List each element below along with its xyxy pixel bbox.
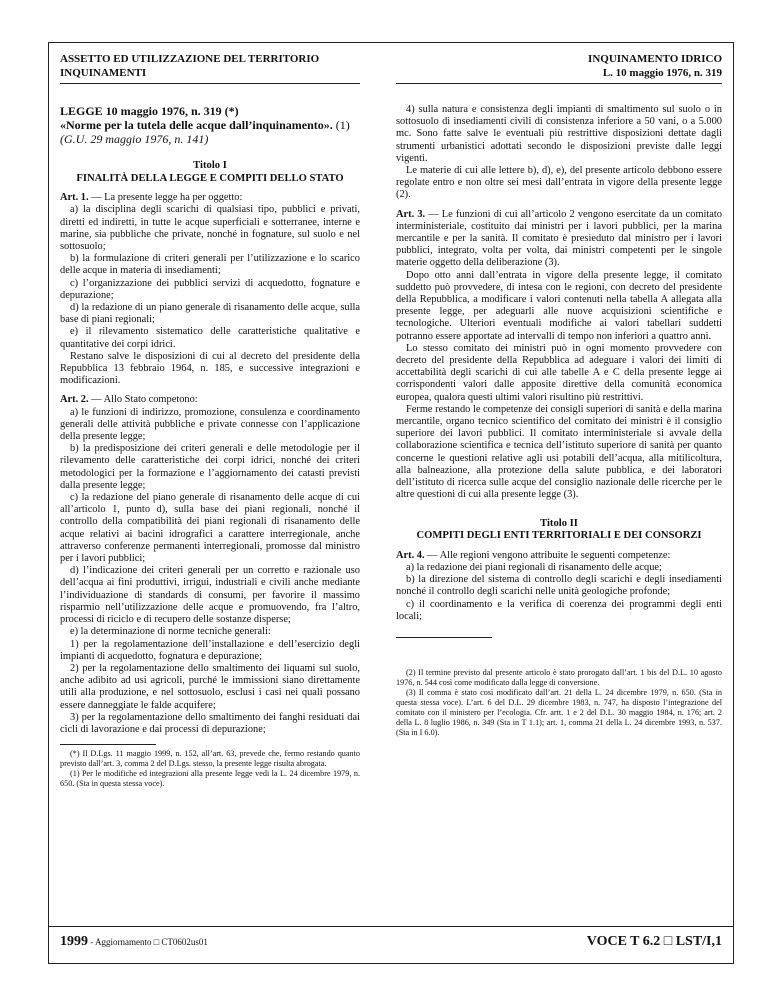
article-item: c) la redazione del piano generale di risanamento delle acque di cui all’articolo 1, punto d), sulla base dei piani regionali, nonché il controllo della compatibilità dei piani regionali di risanamento delle acque relativi ai bacini idrografici a carattere interregionale, anche attraverso conferenze permanenti interregionali, promosse dal ministro per i lavori pubblici; [60, 492, 360, 565]
article-item: 1) per la regolamentazione dell’installazione e dell’esercizio degli impianti di acquedotto, fognatura e depurazione; [60, 638, 360, 662]
article-item: b) la formulazione di criteri generali per l’utilizzazione e lo scarico delle acque in materia di insediamenti; [60, 253, 360, 277]
article-item: e) il rilevamento sistematico delle caratteristiche qualitative e quantitative dei corpi idrici. [60, 326, 360, 350]
article-item: Restano salve le disposizioni di cui al decreto del presidente della Repubblica 13 febbraio 1964, n. 185, e successive integrazioni e modificazioni. [60, 350, 360, 387]
article-item: 3) per la regolamentazione dello smaltimento dei fanghi residuati dai cicli di lavorazione e dai processi di depurazione; [60, 711, 360, 735]
footnote-rule [396, 637, 492, 638]
titolo-title: FINALITÀ DELLA LEGGE E COMPITI DELLO STATO [76, 172, 344, 184]
law-subtitle-note: (1) [332, 118, 350, 132]
header-left [60, 52, 360, 80]
article-1 [60, 192, 360, 387]
article-lead: — La presente legge ha per oggetto: [88, 192, 243, 204]
footer-voice: VOCE T 6.2 □ LST/I,1 [586, 934, 722, 949]
article-2 [60, 394, 360, 736]
header-subsection: INQUINAMENTI [60, 67, 147, 79]
footnote: (2) Il termine previsto dal presente articolo è stato prorogato dall’art. 1 bis del D.L. 10 agosto 1976, n. 544 così come modificato dalla legge di conversione. [396, 667, 722, 687]
left-column [60, 104, 360, 789]
footnotes-right [396, 668, 722, 738]
article-paragraph: Ferme restando le competenze dei consigli superiori di sanità e della marina mercantile, organo tecnico scientifico del comitato dei ministri è il consiglio superiore dei lavori pubblici. Il comitato interministeriale si avvale della collaborazione scientifica e tecnica dell’istituto superiore di sanità per quanto concerne le questioni relative agli usi potabili dell’acqua, alla mitilicoltura, alla balneazione, alla protezione della salute pubblica, e dei laboratori dell’istituto di ricerca sulle acque del consiglio nazionale delle ricerche per le altre questioni di cui alla presente legge (3). [396, 403, 722, 501]
header-right [422, 52, 722, 80]
article-item: c) il coordinamento e la verifica di coerenza dei programmi degli enti locali; [396, 598, 722, 622]
header-law-ref: L. 10 maggio 1976, n. 319 [602, 67, 722, 79]
footnote-rule [60, 744, 156, 745]
article-head: Art. 1. [60, 192, 89, 204]
article-4 [396, 550, 722, 623]
titolo-number: Titolo II [540, 517, 578, 529]
gazette-ref: (G.U. 29 maggio 1976, n. 141) [60, 132, 209, 146]
article-paragraph: Dopo otto anni dall’entrata in vigore della presente legge, il comitato suddetto può provvedere, di intesa con le regioni, con decreto del presidente della Repubblica, a modificare i valori contenuti nella tabella A allegata alla presente legge, per adeguarli alle nuove acquisizioni scientifiche e tecnologiche. Ulteriori eventuali modifiche ai valori tabellari suddetti potranno essere apportate ad intervalli di tempo non inferiori a quattro anni. [396, 269, 722, 342]
article-item: a) la redazione dei piani regionali di risanamento delle acque; [406, 561, 662, 573]
article-item: c) l’organizzazione dei pubblici servizi di acquedotto, fognature e depurazione; [60, 277, 360, 301]
article-item: a) le funzioni di indirizzo, promozione, consulenza e coordinamento generali delle attività pubbliche e private connesse con l’applicazione della presente legge; [60, 406, 360, 443]
article-item: b) la direzione del sistema di controllo degli scarichi e degli insediamenti nonché il controllo degli scarichi nelle unità geologiche profonde; [396, 574, 722, 598]
titolo-heading [60, 160, 360, 185]
footer-update: - Aggiornamento □ CT0602us01 [88, 937, 208, 947]
titolo-number: Titolo I [193, 160, 227, 171]
article-item: e) la determinazione di norme tecniche generali: [70, 626, 271, 638]
footer-rule [48, 926, 734, 927]
article-item: b) la predisposizione dei criteri generali e delle metodologie per il rilevamento delle caratteristiche dei corpi idrici, nonché dei criteri metodologici per la formazione e l’aggiornamento dei catasti previsti dalla presente legge; [60, 443, 360, 491]
header-section: ASSETTO ED UTILIZZAZIONE DEL TERRITORIO [60, 53, 320, 65]
article-2-continued [396, 104, 722, 202]
titolo-title: COMPITI DEGLI ENTI TERRITORIALI E DEI CONSORZI [416, 530, 702, 542]
page-header [60, 52, 722, 86]
footnotes-left [60, 749, 360, 789]
article-item: a) la disciplina degli scarichi di qualsiasi tipo, pubblici e privati, diretti ed indiretti, in tutte le acque superficiali e sotterranee, interne e marine, sia pubbliche che private, nonché in fognature, sul suolo e nel sottosuolo; [60, 204, 360, 252]
law-subtitle [60, 118, 360, 132]
article-lead: — Allo Stato competono: [88, 394, 198, 406]
footer-year: 1999 [60, 934, 88, 949]
law-subtitle-text: «Norme per la tutela delle acque dall’inquinamento». [60, 118, 333, 132]
titolo-heading [396, 518, 722, 543]
law-title: LEGGE 10 maggio 1976, n. 319 (*) [60, 104, 239, 118]
article-3 [396, 209, 722, 502]
article-item: d) l’indicazione dei criteri generali per un corretto e razionale uso dell’acqua ai fini produttivi, irrigui, industriali e civili anche mediante l’individuazione di standards di consumi, per favorire il massimo risparmio nell’utilizzazione delle acque e promuovendo, fra l’altro, processi di riciclo e di recupero delle sostanze disperse; [60, 565, 360, 626]
article-head: Art. 4. [396, 549, 425, 561]
header-rule-left [60, 83, 360, 84]
article-item: 4) sulla natura e consistenza degli impianti di smaltimento sul suolo o in sottosuolo di insediamenti civili di consistenza inferiore a 50 vani, o a 5.000 mc. Sono fatte salve le eventuali più restrittive disposizioni dettate dagli strumenti urbanistici adottati secondo le disposizioni previste dalle leggi vigenti. [396, 104, 722, 164]
footnote: (*) Il D.Lgs. 11 maggio 1999, n. 152, all’art. 63, prevede che, fermo restando quanto previsto dall’art. 3, comma 2 del D.Lgs. stesso, la presente legge risulta abrogata. [60, 749, 360, 769]
right-column [396, 104, 722, 738]
header-topic: INQUINAMENTO IDRICO [588, 53, 722, 65]
header-rule-right [396, 83, 722, 84]
article-head: Art. 3. [396, 208, 426, 220]
page-footer [60, 934, 722, 954]
footnote: (3) Il comma è stato così modificato dall’art. 21 della L. 24 dicembre 1979, n. 650. (Sta in questa stessa voce). L’art. 6 del D.L. 29 dicembre 1983, n. 747, ha disposto l’integrazione del comitato con il ministero per l’ecologia. Cfr. artt. 1 e 2 del D.L. 30 maggio 1984, n. 176; art. 2 della L. 8 luglio 1986, n. 349 (Sta in T 1.1); art. 1, comma 21 della L. 24 dicembre 1993, n. 537. (Sta in I 6.0). [396, 687, 722, 737]
article-item: 2) per la regolamentazione dello smaltimento dei liquami sul suolo, anche adibito ad usi agricoli, purché le immissioni siano direttamente utili alla produzione, e nel sottosuolo, esclusi i casi nei quali possano essere danneggiate le falde acquifere; [60, 662, 360, 711]
article-paragraph: — Le funzioni di cui all’articolo 2 vengono esercitate da un comitato interministeriale, costituito dai ministri per i lavori pubblici, per la marina mercantile e per la sanità. Il comitato è presieduto dal ministro per i lavori pubblici, integrato, volta per volta, dai ministri competenti per le singole materie oggetto della deliberazione (3). [396, 208, 722, 269]
article-paragraph: Lo stesso comitato dei ministri può in ogni momento provvedere con decreto del presidente della Repubblica ad adeguare i valori dei limiti di accettabilità degli scarichi di cui alle tabelle A e C della presente legge ai corrispondenti valori dalle apposite direttive della comunità economica europea, qualora questi ultimi valori risultino più restrittivi. [396, 342, 722, 403]
article-head: Art. 2. [60, 394, 89, 406]
footnote: (1) Per le modifiche ed integrazioni alla presente legge vedi la L. 24 dicembre 1979, n. 650. (Sta in questa stessa voce). [60, 769, 360, 789]
article-item: d) la redazione di un piano generale di risanamento delle acque, sulla base di piani regionali; [60, 302, 360, 326]
article-item: Le materie di cui alle lettere b), d), e), del presente articolo debbono essere regolate entro e non oltre sei mesi dall’entrata in vigore della presente legge (2). [396, 165, 722, 201]
article-lead: — Alle regioni vengono attribuite le seguenti competenze: [424, 549, 671, 561]
footer-left [60, 934, 208, 950]
